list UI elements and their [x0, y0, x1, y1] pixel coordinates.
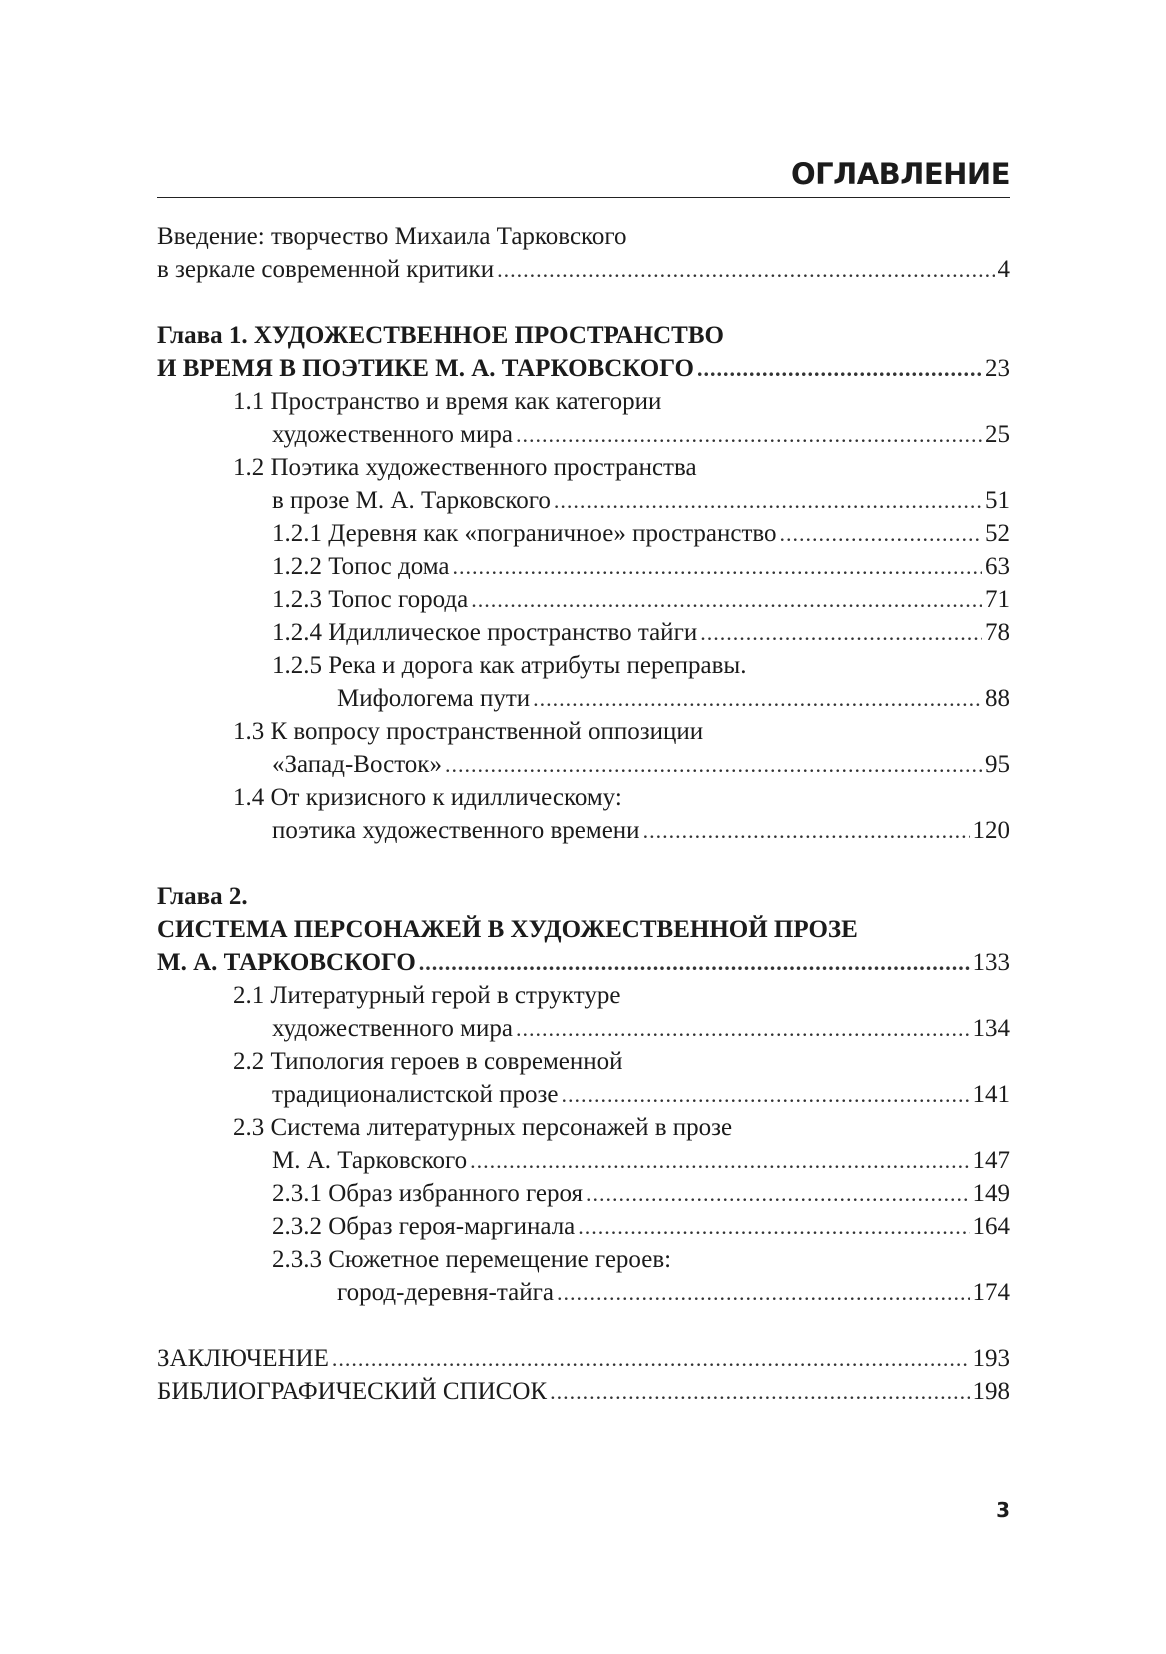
toc-section-1-2-5-title: [157, 649, 1010, 682]
toc-entry-section-2-3-1[interactable]: [157, 1177, 1010, 1210]
dot-leader: [586, 1177, 970, 1210]
toc-entry-text: 2.3.3 Сюжетное перемещение героев:: [272, 1246, 672, 1273]
toc-entry-text: в зеркале современной критики: [157, 256, 495, 283]
toc-entry-section-1-2-1[interactable]: [157, 517, 1010, 550]
table-of-contents: [157, 220, 1010, 1408]
dot-leader: [643, 814, 970, 847]
toc-entry-text: 2.1 Литературный герой в структуре: [233, 982, 621, 1009]
dot-leader: [470, 1144, 969, 1177]
toc-page-number: 95: [985, 751, 1010, 778]
toc-entry-text: 1.2.3 Топос города: [272, 586, 469, 613]
toc-entry-text: 1.2 Поэтика художественного пространства: [233, 454, 697, 481]
toc-entry-text: 1.2.2 Топос дома: [272, 553, 450, 580]
dot-leader: [533, 682, 982, 715]
toc-entry-text: Введение: творчество Михаила Тарковского: [157, 223, 627, 250]
toc-entry-section-1-2[interactable]: [157, 484, 1010, 517]
toc-entry-text: 2.3.1 Образ избранного героя: [272, 1180, 583, 1207]
toc-page-number: 120: [972, 817, 1010, 844]
toc-entry-section-1-2-5[interactable]: [157, 682, 1010, 715]
toc-chapter-2-title: [157, 913, 1010, 946]
dot-leader: [419, 946, 970, 979]
toc-entry-section-1-2-3[interactable]: [157, 583, 1010, 616]
dot-leader: [471, 583, 982, 616]
toc-entry-chapter-2[interactable]: [157, 946, 1010, 979]
toc-entry-text: М. А. ТАРКОВСКОГО: [157, 949, 416, 976]
toc-entry-bibliography[interactable]: [157, 1375, 1010, 1408]
toc-page-number: 4: [997, 256, 1010, 283]
toc-entry-text: ЗАКЛЮЧЕНИЕ: [157, 1345, 329, 1372]
toc-entry-section-2-1[interactable]: [157, 1012, 1010, 1045]
toc-section-2-3-title: [157, 1111, 1010, 1144]
toc-page-number: 25: [985, 421, 1010, 448]
toc-chapter-2-label: [157, 880, 1010, 913]
toc-section-1-4-title: [157, 781, 1010, 814]
toc-entry-section-1-4[interactable]: [157, 814, 1010, 847]
toc-entry-section-1-2-4[interactable]: [157, 616, 1010, 649]
toc-entry-text: художественного мира: [272, 1015, 513, 1042]
toc-entry-text: город-деревня-тайга: [337, 1279, 554, 1306]
toc-page-number: 134: [972, 1015, 1010, 1042]
dot-leader: [554, 484, 982, 517]
toc-entry-chapter-1[interactable]: [157, 352, 1010, 385]
toc-entry-text: Мифологема пути: [337, 685, 531, 712]
toc-page-number: 193: [972, 1345, 1010, 1372]
toc-page-number: 51: [985, 487, 1010, 514]
toc-entry-section-2-2[interactable]: [157, 1078, 1010, 1111]
toc-entry-text: 2.2 Типология героев в современной: [233, 1048, 623, 1075]
toc-entry-section-1-1[interactable]: [157, 418, 1010, 451]
dot-leader: [557, 1276, 970, 1309]
dot-leader: [578, 1210, 969, 1243]
toc-entry-text: 1.4 От кризисного к идиллическому:: [233, 784, 622, 811]
page-number: 3: [996, 1498, 1010, 1522]
toc-page-number: 88: [985, 685, 1010, 712]
toc-entry-text: традиционалистской прозе: [272, 1081, 559, 1108]
toc-chapter-1-title: [157, 319, 1010, 352]
toc-entry-section-2-3-2[interactable]: [157, 1210, 1010, 1243]
toc-section-2-2-title: [157, 1045, 1010, 1078]
toc-entry-text: «Запад-Восток»: [272, 751, 442, 778]
toc-entry-section-1-3[interactable]: [157, 748, 1010, 781]
toc-section-2-1-title: [157, 979, 1010, 1012]
toc-entry-text: в прозе М. А. Тарковского: [272, 487, 551, 514]
toc-entry-text: 1.2.4 Идиллическое пространство тайги: [272, 619, 698, 646]
toc-intro-title: [157, 220, 1010, 253]
toc-entry-section-2-3-3[interactable]: [157, 1276, 1010, 1309]
toc-section-1-1-title: [157, 385, 1010, 418]
toc-entry-text: М. А. Тарковского: [272, 1147, 468, 1174]
toc-page-number: 78: [985, 619, 1010, 646]
toc-entry-text: Глава 2.: [157, 883, 248, 910]
dot-leader: [780, 517, 982, 550]
toc-entry-text: 2.3 Система литературных персонажей в прозе: [233, 1114, 733, 1141]
toc-entry-section-1-2-2[interactable]: [157, 550, 1010, 583]
toc-page-number: 164: [972, 1213, 1010, 1240]
page-title: ОГЛАВЛЕНИЕ: [157, 156, 1010, 198]
toc-entry-conclusion[interactable]: [157, 1342, 1010, 1375]
dot-leader: [697, 352, 982, 385]
toc-entry-text: 1.3 К вопросу пространственной оппозиции: [233, 718, 704, 745]
toc-entry-section-2-3[interactable]: [157, 1144, 1010, 1177]
toc-entry-text: 2.3.2 Образ героя-маргинала: [272, 1213, 576, 1240]
toc-page-number: 147: [972, 1147, 1010, 1174]
toc-page-number: 174: [972, 1279, 1010, 1306]
dot-leader: [700, 616, 982, 649]
toc-section-1-2-title: [157, 451, 1010, 484]
toc-entry-text: 1.1 Пространство и время как категории: [233, 388, 662, 415]
toc-page-number: 149: [972, 1180, 1010, 1207]
dot-leader: [445, 748, 982, 781]
toc-entry-text: 1.2.5 Река и дорога как атрибуты переправы.: [272, 652, 747, 679]
toc-page-number: 133: [972, 949, 1010, 976]
toc-page-number: 71: [985, 586, 1010, 613]
toc-entry-text: 1.2.1 Деревня как «пограничное» пространство: [272, 520, 777, 547]
toc-section-1-3-title: [157, 715, 1010, 748]
toc-entry-text: БИБЛИОГРАФИЧЕСКИЙ СПИСОК: [157, 1378, 548, 1405]
dot-leader: [516, 1012, 970, 1045]
dot-leader: [452, 550, 982, 583]
toc-page-number: 141: [972, 1081, 1010, 1108]
toc-entry-intro[interactable]: [157, 253, 1010, 286]
dot-leader: [562, 1078, 970, 1111]
toc-page-number: 63: [985, 553, 1010, 580]
toc-page-number: 198: [972, 1378, 1010, 1405]
dot-leader: [497, 253, 994, 286]
toc-entry-text: СИСТЕМА ПЕРСОНАЖЕЙ В ХУДОЖЕСТВЕННОЙ ПРОЗЕ: [157, 916, 858, 943]
toc-page-number: 52: [985, 520, 1010, 547]
toc-entry-text: поэтика художественного времени: [272, 817, 640, 844]
dot-leader: [516, 418, 982, 451]
toc-page-number: 23: [985, 355, 1010, 382]
toc-entry-text: художественного мира: [272, 421, 513, 448]
toc-entry-text: И ВРЕМЯ В ПОЭТИКЕ М. А. ТАРКОВСКОГО: [157, 355, 694, 382]
dot-leader: [550, 1375, 969, 1408]
toc-entry-text: Глава 1. ХУДОЖЕСТВЕННОЕ ПРОСТРАНСТВО: [157, 322, 724, 349]
toc-section-2-3-3-title: [157, 1243, 1010, 1276]
dot-leader: [332, 1342, 970, 1375]
